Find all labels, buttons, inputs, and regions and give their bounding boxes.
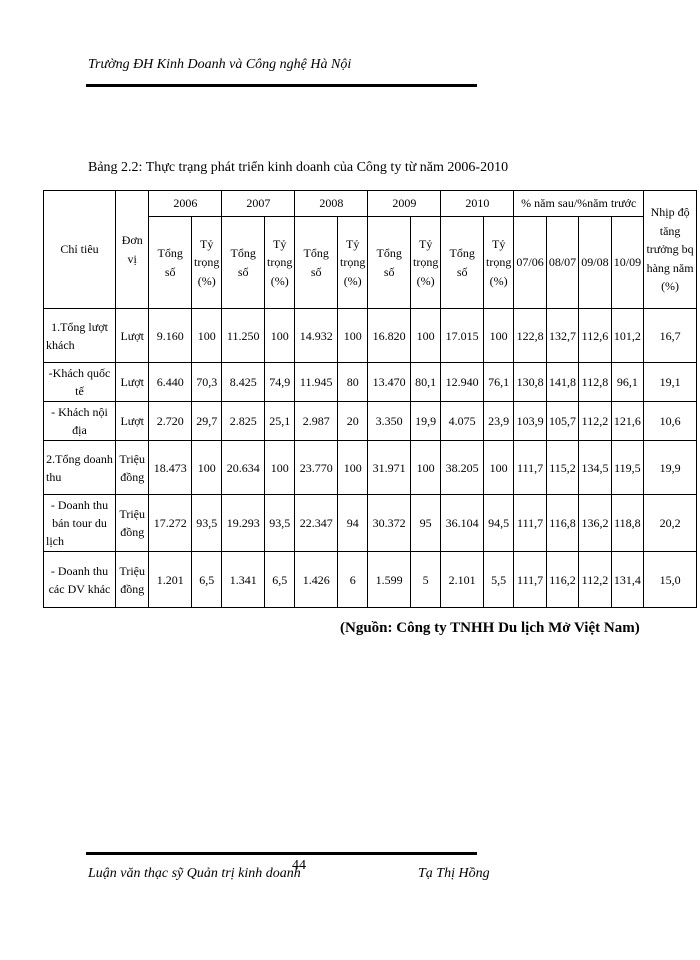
cell-tong-so: 2.720	[149, 402, 192, 441]
cell-pct: 112,2	[579, 402, 611, 441]
table-row	[44, 363, 697, 402]
header-school: Trường ĐH Kinh Doanh và Công nghệ Hà Nội	[88, 57, 352, 72]
cell-pct: 111,7	[514, 495, 546, 552]
col-header-ty-trong: Tỷ trọng (%)	[265, 217, 295, 309]
col-header-tong-so: Tổng số	[368, 217, 411, 309]
cell-ty-trong: 94,5	[483, 495, 513, 552]
col-header-pct-group: % năm sau/%năm trước	[514, 191, 644, 217]
col-header-pct: 09/08	[579, 217, 611, 309]
cell-tong-so: 9.160	[149, 309, 192, 363]
cell-ty-trong: 93,5	[265, 495, 295, 552]
cell-tong-so: 11.250	[222, 309, 265, 363]
cell-pct: 101,2	[611, 309, 643, 363]
business-table	[43, 190, 697, 608]
cell-tong-so: 2.101	[441, 552, 484, 608]
cell-tong-so: 3.350	[368, 402, 411, 441]
cell-tong-so: 19.293	[222, 495, 265, 552]
row-label: - Khách nội địa	[44, 402, 116, 441]
col-header-chi-tieu: Chỉ tiêu	[44, 191, 116, 309]
cell-tong-so: 36.104	[441, 495, 484, 552]
cell-pct: 118,8	[611, 495, 643, 552]
cell-ty-trong: 19,9	[410, 402, 440, 441]
cell-pct: 112,6	[579, 309, 611, 363]
table-row	[44, 402, 697, 441]
row-label: 2.Tổng doanh thu	[44, 441, 116, 495]
cell-pct: 130,8	[514, 363, 546, 402]
cell-pct: 112,8	[579, 363, 611, 402]
cell-pct: 136,2	[579, 495, 611, 552]
cell-pct: 112,2	[579, 552, 611, 608]
cell-tong-so: 23.770	[295, 441, 338, 495]
col-header-ty-trong: Tỷ trọng (%)	[483, 217, 513, 309]
cell-tong-so: 20.634	[222, 441, 265, 495]
cell-ty-trong: 100	[337, 309, 367, 363]
row-unit: Triệu đồng	[115, 495, 148, 552]
table-body	[44, 309, 697, 608]
col-header-pct: 10/09	[611, 217, 643, 309]
cell-tong-so: 14.932	[295, 309, 338, 363]
cell-tong-so: 8.425	[222, 363, 265, 402]
col-header-tong-so: Tổng số	[295, 217, 338, 309]
footer-thesis: Luận văn thạc sỹ Quản trị kinh doanh	[88, 866, 301, 881]
cell-pct: 103,9	[514, 402, 546, 441]
col-header-year: 2008	[295, 191, 368, 217]
row-unit: Triệu đồng	[115, 441, 148, 495]
header-rule	[86, 84, 477, 87]
cell-growth: 20,2	[644, 495, 697, 552]
cell-ty-trong: 20	[337, 402, 367, 441]
col-header-tong-so: Tổng số	[222, 217, 265, 309]
cell-pct: 96,1	[611, 363, 643, 402]
table-caption: Bảng 2.2: Thực trạng phát triển kinh doanh của Công ty từ năm 2006-2010	[88, 160, 509, 175]
cell-tong-so: 11.945	[295, 363, 338, 402]
col-header-tong-so: Tổng số	[441, 217, 484, 309]
col-header-pct: 07/06	[514, 217, 546, 309]
cell-ty-trong: 5	[410, 552, 440, 608]
cell-tong-so: 1.599	[368, 552, 411, 608]
col-header-year: 2007	[222, 191, 295, 217]
cell-ty-trong: 100	[483, 309, 513, 363]
cell-tong-so: 17.272	[149, 495, 192, 552]
cell-pct: 134,5	[579, 441, 611, 495]
cell-growth: 19,1	[644, 363, 697, 402]
cell-pct: 115,2	[546, 441, 578, 495]
cell-tong-so: 22.347	[295, 495, 338, 552]
cell-ty-trong: 95	[410, 495, 440, 552]
cell-pct: 116,2	[546, 552, 578, 608]
row-unit: Lượt	[115, 363, 148, 402]
cell-tong-so: 2.825	[222, 402, 265, 441]
cell-ty-trong: 100	[483, 441, 513, 495]
cell-tong-so: 16.820	[368, 309, 411, 363]
row-unit: Lượt	[115, 309, 148, 363]
table-row	[44, 552, 697, 608]
cell-ty-trong: 29,7	[192, 402, 222, 441]
table-row	[44, 309, 697, 363]
footer-author: Tạ Thị Hồng	[418, 866, 490, 881]
row-label: 1.Tổng lượt khách	[44, 309, 116, 363]
cell-ty-trong: 76,1	[483, 363, 513, 402]
col-header-pct: 08/07	[546, 217, 578, 309]
cell-pct: 122,8	[514, 309, 546, 363]
cell-tong-so: 13.470	[368, 363, 411, 402]
table-row	[44, 495, 697, 552]
cell-ty-trong: 23,9	[483, 402, 513, 441]
col-header-growth: Nhịp độ tăng trưởng bq hàng năm (%)	[644, 191, 697, 309]
cell-pct: 132,7	[546, 309, 578, 363]
cell-ty-trong: 6,5	[192, 552, 222, 608]
cell-ty-trong: 70,3	[192, 363, 222, 402]
cell-ty-trong: 100	[410, 309, 440, 363]
cell-tong-so: 1.341	[222, 552, 265, 608]
col-header-don-vi: Đơn vị	[115, 191, 148, 309]
cell-tong-so: 30.372	[368, 495, 411, 552]
cell-ty-trong: 100	[265, 309, 295, 363]
cell-ty-trong: 25,1	[265, 402, 295, 441]
cell-pct: 141,8	[546, 363, 578, 402]
cell-ty-trong: 5,5	[483, 552, 513, 608]
cell-ty-trong: 100	[265, 441, 295, 495]
cell-growth: 16,7	[644, 309, 697, 363]
col-header-ty-trong: Tỷ trọng (%)	[337, 217, 367, 309]
cell-ty-trong: 93,5	[192, 495, 222, 552]
cell-tong-so: 12.940	[441, 363, 484, 402]
cell-ty-trong: 80	[337, 363, 367, 402]
page-number: 44	[292, 858, 306, 873]
source-note: (Nguồn: Công ty TNHH Du lịch Mở Việt Nam)	[340, 620, 640, 636]
cell-ty-trong: 100	[337, 441, 367, 495]
col-header-tong-so: Tổng số	[149, 217, 192, 309]
row-label: - Doanh thu các DV khác	[44, 552, 116, 608]
cell-growth: 19,9	[644, 441, 697, 495]
cell-ty-trong: 94	[337, 495, 367, 552]
cell-ty-trong: 100	[192, 441, 222, 495]
row-label: - Doanh thu bán tour du lịch	[44, 495, 116, 552]
cell-tong-so: 31.971	[368, 441, 411, 495]
cell-tong-so: 6.440	[149, 363, 192, 402]
cell-pct: 111,7	[514, 441, 546, 495]
col-header-year: 2006	[149, 191, 222, 217]
cell-growth: 10,6	[644, 402, 697, 441]
col-header-ty-trong: Tỷ trọng (%)	[192, 217, 222, 309]
cell-tong-so: 18.473	[149, 441, 192, 495]
footer-rule	[86, 852, 477, 855]
cell-ty-trong: 100	[410, 441, 440, 495]
cell-ty-trong: 74,9	[265, 363, 295, 402]
cell-pct: 131,4	[611, 552, 643, 608]
cell-pct: 105,7	[546, 402, 578, 441]
cell-pct: 121,6	[611, 402, 643, 441]
col-header-year: 2010	[441, 191, 514, 217]
row-label: -Khách quốc tế	[44, 363, 116, 402]
col-header-ty-trong: Tỷ trọng (%)	[410, 217, 440, 309]
cell-ty-trong: 6	[337, 552, 367, 608]
cell-tong-so: 4.075	[441, 402, 484, 441]
cell-tong-so: 1.426	[295, 552, 338, 608]
cell-pct: 116,8	[546, 495, 578, 552]
cell-ty-trong: 100	[192, 309, 222, 363]
row-unit: Lượt	[115, 402, 148, 441]
row-unit: Triệu đồng	[115, 552, 148, 608]
cell-tong-so: 2.987	[295, 402, 338, 441]
cell-ty-trong: 80,1	[410, 363, 440, 402]
cell-growth: 15,0	[644, 552, 697, 608]
cell-tong-so: 17.015	[441, 309, 484, 363]
cell-ty-trong: 6,5	[265, 552, 295, 608]
cell-tong-so: 1.201	[149, 552, 192, 608]
cell-tong-so: 38.205	[441, 441, 484, 495]
cell-pct: 111,7	[514, 552, 546, 608]
col-header-year: 2009	[368, 191, 441, 217]
cell-pct: 119,5	[611, 441, 643, 495]
table-row	[44, 441, 697, 495]
